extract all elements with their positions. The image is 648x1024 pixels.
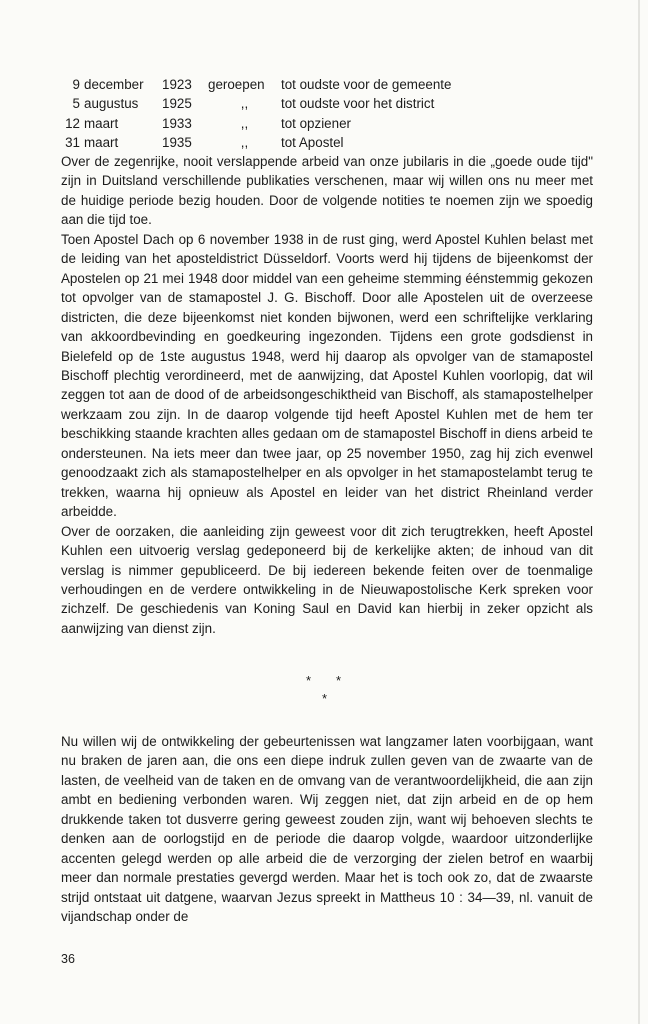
separator-asterisk: * bbox=[306, 673, 312, 688]
paragraph: Toen Apostel Dach op 6 november 1938 in de rust ging, werd Apostel Kuhlen belast met de leiding van het aposteldistrict Düsseldorf. Voorts werd hij tijdens de bijeenkomst der Apostelen op 21 mei 1948 door middel van een geheime stemming éénstemmig gekozen tot opvolger van de stamapostel J. G. Bischoff. Door alle Apostelen uit de overzeese districten, die deze bijeenkomst niet konden bijwonen, werd een schriftelijke verklaring van akkoordbevinding en goedkeuring ingezonden. Tijdens een grote godsdienst in Bielefeld op de 1ste augustus 1948, werd hij daarop als opvolger van de stamapostel Bischoff plechtig verordineerd, met de aanwijzing, dat Apostel Kuhlen voorlopig, dat wil zeggen tot aan de dood of de arbeidsongeschiktheid van Bischoff, als stamapostelhelper werkzaam zou zijn. In de daarop volgende tijd heeft Apostel Kuhlen met de hem ter beschikking staande krachten alles gedaan om de stamapostel Bischoff in diens arbeid te ondersteunen. Na iets meer dan twee jaar, op 25 november 1950, zag hij zich evenwel genoodzaakt zich als stamapostelhelper en als opvolger in het stamapostelambt terug te trekken, waarna hij opnieuw als Apostel en leider van het district Rheinland verder arbeidde. bbox=[61, 231, 593, 520]
date-row bbox=[61, 114, 601, 133]
date-verb-ditto: ,, bbox=[240, 96, 249, 112]
date-day: 5 bbox=[72, 96, 80, 112]
date-role: tot oudste voor de gemeente bbox=[281, 77, 452, 92]
date-year: 1925 bbox=[162, 96, 192, 112]
date-verb-ditto: ,, bbox=[240, 135, 249, 151]
page-edge bbox=[638, 0, 640, 1024]
date-day: 31 bbox=[65, 135, 80, 151]
section-separator bbox=[300, 672, 360, 706]
date-verb-ditto: ,, bbox=[240, 115, 249, 131]
separator-asterisk: * bbox=[336, 673, 342, 688]
paragraph: Over de oorzaken, die aanleiding zijn geweest voor dit zich terugtrekken, heeft Apostel Kuhlen een uitvoerig verslag gedeponeerd bij de kerkelijke akten; de inhoud van dit verslag is nimmer gepubliceerd. De bij iedereen bekende feiten over de toenmalige verhoudingen en de verdere ontwikkeling in de Nieuwapostolische Kerk spreken voor zichzelf. De geschiedenis van Koning Saul en David kan hierbij in zeker opzicht als aanwijzing van dienst zijn. bbox=[61, 523, 593, 636]
date-month: augustus bbox=[84, 96, 139, 112]
date-year: 1923 bbox=[162, 77, 192, 92]
date-day: 12 bbox=[65, 115, 80, 131]
paragraph: Nu willen wij de ontwikkeling der gebeurtenissen wat langzamer laten voorbijgaan, want nu braken de jaren aan, die ons een diepe indruk zullen geven van de zwaarte van de lasten, de veelheid van de taken en de omvang van de verantwoordelijkheid, die aan zijn ambt en bediening verbonden waren. Wij zeggen niet, dat zijn arbeid en de op hem drukkende taken tot dusverre gering geweest zouden zijn, want wij behoeven slechts te denken aan de oorlogstijd en de periode die daarop volgde, waardoor uitzonderlijke accenten gelegd werden op alle arbeid die de verzorging der zielen betrof en waarbij meer dan normale prestaties gevergd werden. Maar het is toch ook zo, dat de zwaarste strijd ontstaat uit datgene, waarvan Jezus spreekt in Mattheus 10 : 34—39, nl. vanuit de vijandschap onder de bbox=[61, 734, 593, 925]
date-verb: geroepen bbox=[208, 77, 265, 92]
date-month: december bbox=[84, 77, 144, 92]
date-row bbox=[61, 94, 601, 113]
date-role: tot Apostel bbox=[281, 135, 344, 151]
main-text bbox=[61, 152, 593, 638]
appointment-dates bbox=[61, 75, 601, 153]
date-month: maart bbox=[84, 135, 119, 151]
paragraph: Over de zegenrijke, nooit verslappende arbeid van onze jubilaris in die „goede oude tijd" zijn in Duitsland verschillende publikaties verschenen, maar wij willen ons nu meer met de huidige periode bezig houden. Door de volgende notities te noemen zijn we spoedig aan die tijd toe. bbox=[61, 154, 593, 228]
date-role: tot opziener bbox=[281, 115, 351, 131]
continued-text bbox=[61, 732, 593, 927]
date-day: 9 bbox=[72, 77, 80, 92]
date-month: maart bbox=[84, 115, 119, 131]
date-year: 1935 bbox=[162, 135, 192, 151]
page-number: 36 bbox=[61, 952, 75, 966]
date-role: tot oudste voor het district bbox=[281, 96, 435, 112]
separator-asterisk: * bbox=[322, 691, 328, 706]
date-row bbox=[61, 133, 601, 152]
date-row bbox=[61, 75, 601, 94]
date-year: 1933 bbox=[162, 115, 192, 131]
